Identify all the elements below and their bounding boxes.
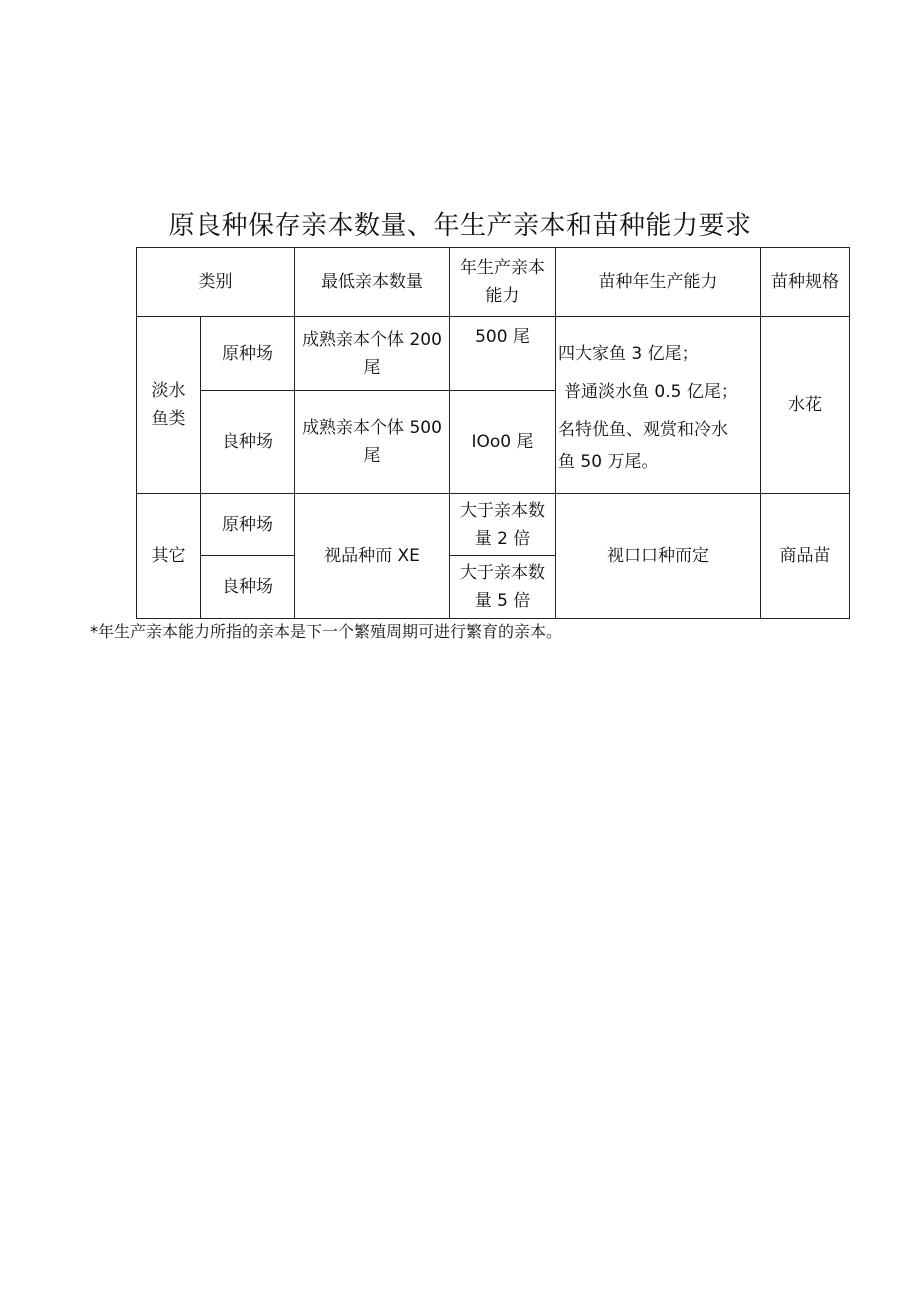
requirements-table [136, 247, 850, 619]
document-title: 原良种保存亲本数量、年生产亲本和苗种能力要求 [168, 211, 752, 241]
min-parents-original-line-1: 成熟亲本个体 200 [302, 329, 442, 350]
category-freshwater-line-1: 淡水 [151, 381, 186, 401]
table-row [137, 494, 850, 556]
min-parents-other: 视品种而 XE [295, 494, 450, 619]
header-category: 类别 [137, 248, 295, 317]
header-seed-capacity: 苗种年生产能力 [556, 248, 761, 317]
seed-capacity-freshwater [556, 317, 761, 494]
seed-capacity-line-2: 普通淡水鱼 0.5 亿尾； [564, 382, 738, 402]
farm-type-improved: 良种场 [201, 391, 295, 494]
header-annual-parents [450, 248, 556, 317]
seed-capacity-other: 视口口种而定 [556, 494, 761, 619]
seed-spec-freshwater: 水花 [761, 317, 850, 494]
min-parents-improved-line-2: 尾 [363, 446, 381, 466]
min-parents-original [295, 317, 450, 391]
header-annual-parents-line-2: 能力 [485, 286, 520, 306]
category-freshwater-fish [137, 317, 201, 494]
seed-capacity-line-4: 鱼 50 万尾。 [558, 452, 659, 472]
farm-type-original-other: 原种场 [201, 494, 295, 556]
annual-parents-original-other [450, 494, 556, 556]
annual-parents-improved-other-line-2: 量 5 倍 [474, 591, 531, 611]
annual-parents-original-other-line-2: 量 2 倍 [474, 528, 531, 549]
seed-capacity-line-3: 名特优鱼、观赏和冷水 [558, 420, 728, 440]
min-parents-improved-line-1: 成熟亲本个体 500 [302, 418, 442, 438]
header-min-parents: 最低亲本数量 [295, 248, 450, 317]
seed-capacity-line-1: 四大家鱼 3 亿尾； [558, 344, 699, 364]
farm-type-original: 原种场 [201, 317, 295, 391]
farm-type-improved-other: 良种场 [201, 556, 295, 619]
category-freshwater-line-2: 鱼类 [151, 409, 186, 429]
header-annual-parents-line-1: 年生产亲本 [460, 258, 545, 278]
min-parents-improved [295, 391, 450, 494]
table-row [137, 317, 850, 391]
annual-parents-improved: IOo0 尾 [450, 391, 556, 494]
annual-parents-improved-other [450, 556, 556, 619]
header-seed-spec: 苗种规格 [761, 248, 850, 317]
footnote: *年生产亲本能力所指的亲本是下一个繁殖周期可进行繁育的亲本。 [90, 622, 563, 641]
min-parents-original-line-2: 尾 [363, 357, 381, 378]
annual-parents-original-other-line-1: 大于亲本数 [460, 500, 545, 521]
table-header-row [137, 248, 850, 317]
seed-spec-other: 商品苗 [761, 494, 850, 619]
annual-parents-original: 500 尾 [450, 317, 556, 391]
category-other: 其它 [137, 494, 201, 619]
annual-parents-improved-other-line-1: 大于亲本数 [460, 563, 545, 583]
